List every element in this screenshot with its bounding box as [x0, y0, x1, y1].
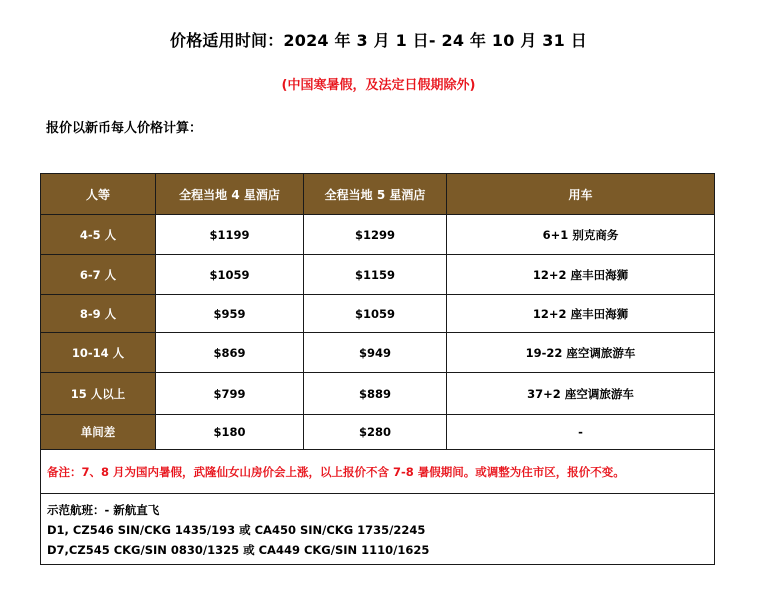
price-5star-cell: $949 [304, 333, 447, 373]
flight-return: D7,CZ545 CKG/SIN 0830/1325 或 CA449 CKG/SIN 1110/1625 [47, 543, 430, 557]
table-row [41, 415, 715, 450]
table-row [41, 333, 715, 373]
price-5star-cell: $280 [304, 415, 447, 450]
price-4star-cell: $1199 [156, 215, 304, 255]
price-5star-cell: $1159 [304, 255, 447, 295]
col-header-group: 人等 [41, 174, 156, 215]
flights-row [41, 494, 715, 565]
price-5star-cell: $889 [304, 373, 447, 415]
remark-note: 备注：7、8 月为国内暑假，武隆仙女山房价会上涨，以上报价不含 7-8 暑假期间。或调整为住市区，报价不变。 [41, 450, 715, 494]
note-row [41, 450, 715, 494]
price-table [40, 173, 715, 565]
group-size-cell: 15 人以上 [41, 373, 156, 415]
vehicle-cell: 12+2 座丰田海狮 [447, 255, 715, 295]
group-size-cell: 8-9 人 [41, 295, 156, 333]
price-4star-cell: $869 [156, 333, 304, 373]
table-row [41, 295, 715, 333]
price-4star-cell: $180 [156, 415, 304, 450]
page-title: 价格适用时间：2024 年 3 月 1 日- 24 年 10 月 31 日 [170, 31, 587, 50]
vehicle-cell: 12+2 座丰田海狮 [447, 295, 715, 333]
price-4star-cell: $959 [156, 295, 304, 333]
exclusion-note: (中国寒暑假，及法定日假期除外) [281, 78, 476, 93]
vehicle-cell: 19-22 座空调旅游车 [447, 333, 715, 373]
col-header-4star: 全程当地 4 星酒店 [156, 174, 304, 215]
flight-outbound: D1, CZ546 SIN/CKG 1435/193 或 CA450 SIN/CKG 1735/2245 [47, 523, 426, 537]
col-header-5star: 全程当地 5 星酒店 [304, 174, 447, 215]
group-size-cell: 4-5 人 [41, 215, 156, 255]
vehicle-cell: - [447, 415, 715, 450]
price-5star-cell: $1299 [304, 215, 447, 255]
pricing-intro: 报价以新币每人价格计算： [46, 121, 203, 136]
flights-heading: 示范航班：- 新航直飞 [47, 503, 160, 517]
group-size-cell: 单间差 [41, 415, 156, 450]
table-row [41, 255, 715, 295]
table-header-row [41, 174, 715, 215]
vehicle-cell: 37+2 座空调旅游车 [447, 373, 715, 415]
sample-flights [41, 494, 715, 565]
price-5star-cell: $1059 [304, 295, 447, 333]
table-row [41, 215, 715, 255]
price-4star-cell: $799 [156, 373, 304, 415]
table-row [41, 373, 715, 415]
group-size-cell: 10-14 人 [41, 333, 156, 373]
price-4star-cell: $1059 [156, 255, 304, 295]
vehicle-cell: 6+1 别克商务 [447, 215, 715, 255]
group-size-cell: 6-7 人 [41, 255, 156, 295]
col-header-vehicle: 用车 [447, 174, 715, 215]
